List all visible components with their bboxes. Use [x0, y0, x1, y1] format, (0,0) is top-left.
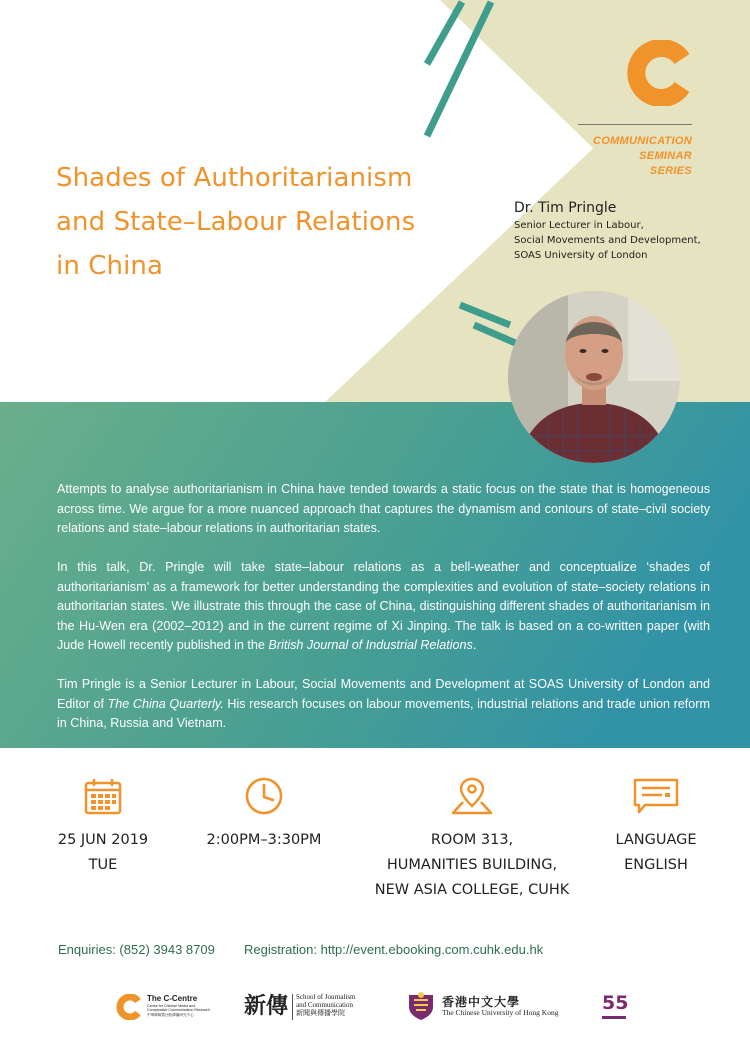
c-centre-subtitle: [147, 1004, 227, 1017]
title-line-1: Shades of Authoritarianism: [56, 163, 413, 193]
journalism-school-mark: 新傳: [244, 993, 289, 1018]
event-time-block: [196, 776, 332, 853]
cuhk-logo: [406, 991, 572, 1023]
series-divider: [578, 124, 692, 125]
c-centre-logo-icon: [116, 994, 142, 1020]
series-line-3: SERIES: [649, 165, 692, 177]
c-centre-sub-1: Centre for Chinese Media and: [147, 1004, 195, 1008]
seminar-series-label: [593, 134, 692, 179]
abstract-paragraph-3: [57, 675, 710, 734]
c-centre-name: The C-Centre: [147, 994, 198, 1003]
language-value: ENGLISH: [624, 857, 688, 873]
anniversary-number: 55: [602, 992, 629, 1014]
language-label: LANGUAGE: [615, 832, 697, 848]
abstract-paragraph-2: [57, 558, 710, 656]
abstract-p2-end: .: [472, 638, 477, 652]
sjc-line-1: School of Journalism: [296, 993, 356, 1001]
map-location-icon: [447, 776, 497, 816]
clock-icon: [244, 776, 284, 816]
abstract-p2-journal: British Journal of Industrial Relations: [268, 638, 473, 652]
abstract-p2-text: In this talk, Dr. Pringle will take state–labour relations as a bell-weather and conceptualize ‘shades of authoritarianism’ as a framework for better understanding the complexities and evolution of state–society relations in authoritarian states. We illustrate this through the case of China, distinguishing different shades of authoritarianism in the Hu-Wen era (2002–2012) and in the current regime of Xi Jinping. The talk is based on a co-written paper (with Jude Howell recently published in the: [57, 560, 710, 652]
c-centre-sub-2: Comparative Communication Research: [147, 1008, 210, 1013]
event-title: [56, 156, 456, 288]
series-line-1: COMMUNICATION: [592, 135, 692, 147]
cuhk-chinese-name: 香港中文大學: [442, 995, 521, 1009]
cuhk-crest-icon: [406, 991, 436, 1021]
speech-bubble-icon: [631, 776, 681, 816]
event-date-block: [40, 776, 166, 878]
abstract-paragraph-1: Attempts to analyse authoritarianism in China have tended towards a static focus on the state that is homogeneous across time. We argue for a more nuanced approach that captures the dynamism and contours of state–civil society relations and state–labour relations in authoritarian states.: [57, 482, 710, 535]
cuhk-english-name: The Chinese University of Hong Kong: [442, 1008, 559, 1017]
calendar-icon: [83, 776, 123, 816]
registration-link[interactable]: Registration: http://event.ebooking.com.cuhk.edu.hk: [244, 942, 544, 957]
abstract-p3-journal: The China Quarterly.: [107, 696, 224, 711]
seminar-series-c-logo: [626, 40, 692, 106]
speaker-role-line-1: Senior Lecturer in Labour,: [514, 220, 644, 231]
anniversary-bar: [602, 1016, 626, 1019]
title-line-3: in China: [56, 251, 164, 281]
event-weekday: TUE: [88, 857, 118, 873]
venue-line-2: HUMANITIES BUILDING,: [386, 857, 558, 873]
event-venue-block: [362, 776, 582, 903]
abstract: [57, 480, 710, 753]
event-language-block: [598, 776, 714, 878]
speaker-role-line-3: SOAS University of London: [514, 250, 648, 261]
c-centre-sub-3: 中華傳媒暨比較傳播研究中心: [147, 1012, 194, 1017]
enquiries-phone: Enquiries: (852) 3943 8709: [58, 942, 215, 957]
abstract-p3-end: His research focuses on labour movements, industrial relations and trade union reform in China, Russia and Vietnam.: [57, 696, 710, 730]
series-line-2: SEMINAR: [639, 150, 692, 162]
journalism-school-logo: [244, 991, 374, 1023]
journalism-school-name: [296, 993, 356, 1017]
abstract-p3-text: Tim Pringle is a Senior Lecturer in Labour, Social Movements and Development at SOAS University of London and Editor of: [57, 677, 710, 711]
stripe-2: [427, 2, 491, 136]
sjc-chinese: 新聞與傳播學院: [296, 1009, 345, 1017]
title-line-2: and State–Labour Relations: [56, 207, 416, 237]
stripe-1: [427, 2, 462, 64]
event-date: 25 JUN 2019: [57, 832, 149, 848]
venue-line-3: NEW ASIA COLLEGE, CUHK: [374, 882, 570, 898]
anniversary-55-logo: [602, 992, 628, 1022]
event-time: 2:00PM–3:30PM: [206, 832, 322, 848]
sjc-line-2: and Communication: [296, 1001, 353, 1009]
speaker-role-line-2: Social Movements and Development,: [514, 235, 701, 246]
journalism-school-divider: [292, 994, 293, 1020]
speaker-photo: [508, 291, 680, 463]
speaker-name: Dr. Tim Pringle: [514, 200, 617, 216]
speaker-role: [514, 218, 701, 263]
venue-line-1: ROOM 313,: [430, 832, 514, 848]
